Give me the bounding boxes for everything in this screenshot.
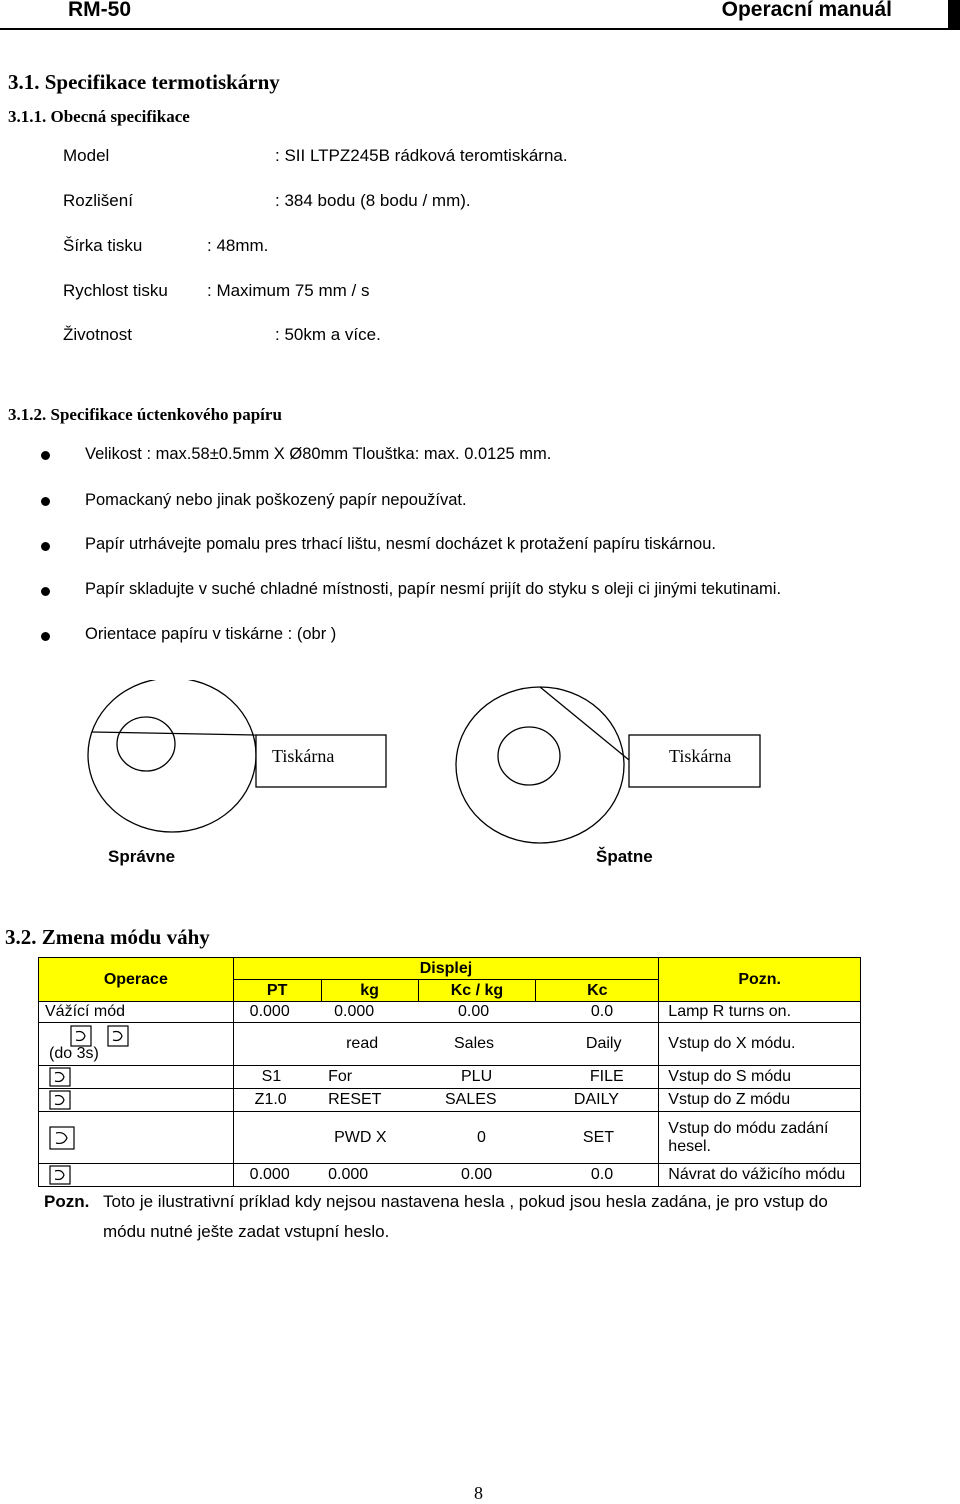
row-kc-kg: PLU [418, 1066, 536, 1089]
header-displej: Displej [233, 958, 659, 980]
key-button-icon [107, 1025, 129, 1047]
row-kc: 0.0 [536, 1002, 659, 1023]
spec-value-model: : SII LTPZ245B rádková teromtiskárna. [275, 146, 568, 165]
table-row [39, 1164, 861, 1187]
spec-label-resolution: Rozlišení [63, 191, 133, 210]
caption-wrong: Špatne [596, 847, 653, 866]
row-kc: Daily [536, 1023, 659, 1066]
page-number: 8 [474, 1483, 483, 1503]
row-pt: 0.000 [233, 1164, 321, 1187]
key-button-icon [70, 1025, 92, 1047]
row-op [39, 1066, 234, 1089]
note-label: Pozn. [44, 1192, 90, 1211]
bullet-item: Pomackaný nebo jinak poškozený papír nepoužívat. [85, 491, 467, 509]
note-text-line1: Toto je ilustrativní príklad kdy nejsou nastavena hesla , pokud jsou hesla zadána, je pro vstup do [103, 1192, 828, 1211]
key-button-icon [49, 1165, 71, 1185]
row-pt: S1 [233, 1066, 321, 1089]
row-pt: Z1.0 [233, 1089, 321, 1112]
table-row [39, 1066, 861, 1089]
paper-feed-line-wrong [540, 687, 629, 760]
bullet-dot-icon [41, 632, 50, 641]
row-kc-kg: 0.00 [418, 1002, 536, 1023]
row-note: Vstup do módu zadání hesel. [659, 1112, 861, 1164]
spec-label-lifetime: Životnost [63, 325, 132, 344]
header-title-left: RM-50 [68, 0, 132, 21]
row-op: (do 3s) [39, 1023, 234, 1066]
bullet-item: Papír utrhávejte pomalu pres trhací lištu, nesmí docházet k protažení papíru tiskárnou. [85, 535, 716, 553]
spec-value-print-speed: : Maximum 75 mm / s [207, 281, 370, 300]
bullet-item: Papír skladujte v suché chladné místnosti, papír nesmí prijít do styku s oleji ci jinými tekutinami. [85, 580, 782, 598]
mode-change-table [38, 957, 861, 1187]
spec-value-resolution: : 384 bodu (8 bodu / mm). [275, 191, 471, 210]
table-row [39, 1002, 861, 1023]
paper-roll-core-wrong [498, 727, 560, 785]
row-pt [233, 1023, 321, 1066]
section-title-3-1: 3.1. Specifikace termotiskárny [8, 70, 280, 94]
note-text-line2: módu nutné ješte zadat vstupní heslo. [103, 1222, 390, 1241]
bullet-item: Velikost : max.58±0.5mm X Ø80mm Tlouštka: max. 0.0125 mm. [85, 445, 552, 463]
row-kc-kg: 0 [418, 1112, 536, 1164]
paper-roll-outer-wrong [456, 687, 624, 843]
row-op [39, 1089, 234, 1112]
spec-label-print-speed: Rychlost tisku [63, 281, 168, 300]
row-note: Návrat do vážicího módu [659, 1164, 861, 1187]
header-rule [0, 28, 960, 30]
row-note: Vstup do S módu [659, 1066, 861, 1089]
row-kg: 0.000 [321, 1002, 418, 1023]
row-op: Vážící mód [39, 1002, 234, 1023]
header-pozn: Pozn. [659, 958, 861, 1002]
row-note: Vstup do Z módu [659, 1089, 861, 1112]
printer-label-correct: Tiskárna [272, 746, 335, 766]
row-op [39, 1164, 234, 1187]
row-kg: PWD X [321, 1112, 418, 1164]
header-col-kc: Kc [536, 980, 659, 1002]
subsection-title-3-1-1: 3.1.1. Obecná specifikace [8, 107, 190, 126]
subsection-title-3-1-2: 3.1.2. Specifikace úctenkového papíru [8, 405, 282, 424]
row-note: Lamp R turns on. [659, 1002, 861, 1023]
row-kg: RESET [321, 1089, 418, 1112]
row-kc-kg: Sales [418, 1023, 536, 1066]
table-row [39, 1112, 861, 1164]
header-operace: Operace [39, 958, 234, 1002]
header-title-right: Operacní manuál [721, 0, 892, 21]
section-title-3-2: 3.2. Zmena módu váhy [5, 925, 210, 949]
table-row [39, 1089, 861, 1112]
spec-label-model: Model [63, 146, 110, 165]
row-kc-kg: 0.00 [418, 1164, 536, 1187]
bullet-dot-icon [41, 587, 50, 596]
spec-label-print-width: Šírka tisku [63, 236, 143, 255]
key-button-icon [49, 1090, 71, 1110]
row-kc-kg: SALES [418, 1089, 536, 1112]
row-kc: FILE [536, 1066, 659, 1089]
row-kc: 0.0 [536, 1164, 659, 1187]
spec-value-print-width: : 48mm. [207, 236, 269, 255]
row-pt [233, 1112, 321, 1164]
paper-roll-core-correct [117, 717, 175, 771]
row-note: Vstup do X módu. [659, 1023, 861, 1066]
row-pt: 0.000 [233, 1002, 321, 1023]
row-kc: SET [536, 1112, 659, 1164]
row-kg: For [321, 1066, 418, 1089]
row-kg: 0.000 [321, 1164, 418, 1187]
bullet-dot-icon [41, 451, 50, 460]
row-op [39, 1112, 234, 1164]
header-edge-bar [948, 0, 960, 28]
paper-feed-line-correct [92, 732, 256, 735]
spec-value-lifetime: : 50km a více. [275, 325, 381, 344]
row-kc: DAILY [536, 1089, 659, 1112]
table-row [39, 1023, 861, 1066]
header-col-kc-kg: Kc / kg [418, 980, 536, 1002]
key-button-icon [49, 1126, 75, 1150]
caption-correct: Správne [108, 847, 176, 866]
row-kg: read [321, 1023, 418, 1066]
printer-label-wrong: Tiskárna [669, 746, 732, 766]
header-col-pt: PT [233, 980, 321, 1002]
bullet-item: Orientace papíru v tiskárne : (obr ) [85, 625, 337, 643]
bullet-dot-icon [41, 542, 50, 551]
key-button-icon [49, 1067, 71, 1087]
header-col-kg: kg [321, 980, 418, 1002]
bullet-dot-icon [41, 497, 50, 506]
